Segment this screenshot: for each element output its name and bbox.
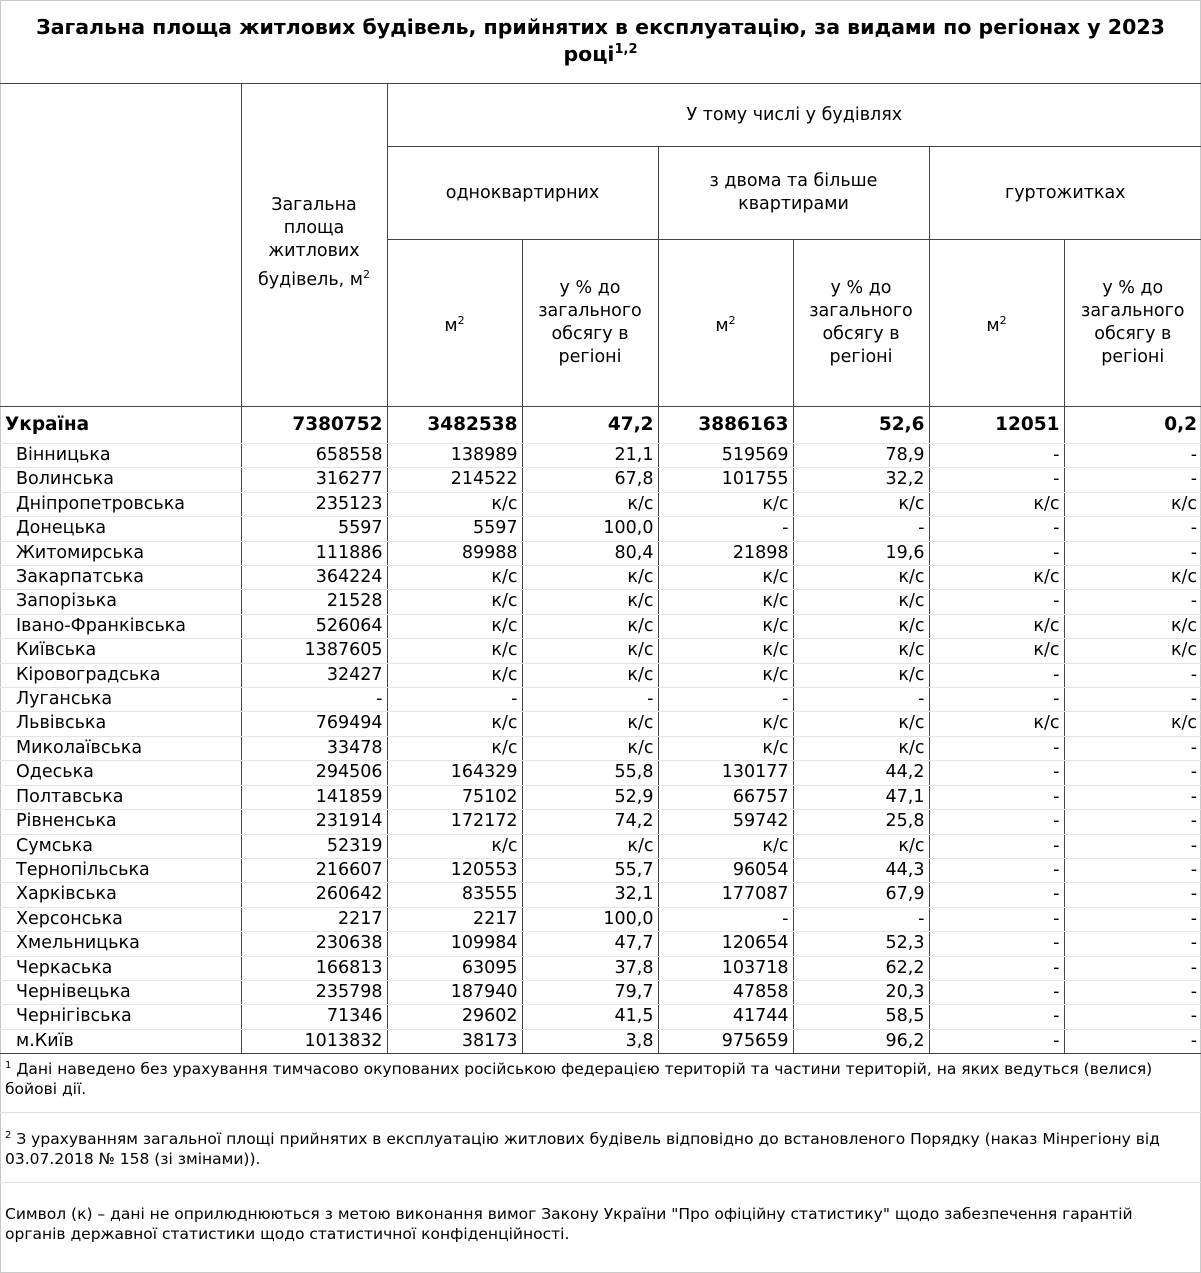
footnote-divider <box>0 1112 1201 1113</box>
cell-single-m2: к/с <box>387 614 522 638</box>
cell-dorm-pct: - <box>1064 907 1201 931</box>
footnote-1 <box>5 1056 1195 1099</box>
unit-sup: 2 <box>728 313 736 327</box>
cell-single-m2: к/с <box>387 639 522 663</box>
header-group: У тому числі у будівлях <box>387 84 1201 147</box>
cell-region: Чернігівська <box>0 1005 241 1029</box>
table-row <box>0 980 1201 1004</box>
symbol-note: Символ (к) – дані не оприлюднюються з метою виконання вимог Закону України "Про офіційну статистику" щодо забезпечення гарантій органів державної статистики щодо статистичної конфіденційності. <box>5 1205 1133 1243</box>
cell-multi-m2: к/с <box>658 736 793 760</box>
cell-multi-pct: 52,3 <box>793 932 929 956</box>
cell-multi-pct: 20,3 <box>793 980 929 1004</box>
footnote-2-mark: 2 <box>5 1130 12 1141</box>
header-multi-m2 <box>658 240 793 407</box>
cell-dorm-pct: - <box>1064 761 1201 785</box>
unit-sup: 2 <box>999 313 1007 327</box>
footnote-2-text: З урахуванням загальної площі прийнятих в експлуатацію житлових будівель відповідно до встановленого Порядку (наказ Мінрегіону від 03.07.2018 № 158 (зі змінами)). <box>5 1130 1160 1169</box>
cell-total-area: 1013832 <box>241 1029 387 1053</box>
table-row <box>0 566 1201 590</box>
header-multi-pct: у % до загального обсягу в регіоні <box>793 240 929 407</box>
cell-multi-pct: 19,6 <box>793 541 929 565</box>
cell-single-m2: 29602 <box>387 1005 522 1029</box>
cell-total-area: 230638 <box>241 932 387 956</box>
cell-single-pct: 67,8 <box>522 468 658 492</box>
table-row <box>0 883 1201 907</box>
cell-single-m2: 214522 <box>387 468 522 492</box>
cell-dorm-m2: - <box>929 444 1064 468</box>
table-row <box>0 541 1201 565</box>
title-footnote-marks: 1,2 <box>614 42 638 58</box>
cell-total-area: 2217 <box>241 907 387 931</box>
cell-multi-pct: 58,5 <box>793 1005 929 1029</box>
cell-multi-pct: - <box>793 907 929 931</box>
cell-region: Харківська <box>0 883 241 907</box>
table-row <box>0 907 1201 931</box>
cell-region: Львівська <box>0 712 241 736</box>
cell-dorm-m2: - <box>929 541 1064 565</box>
cell-single-pct: к/с <box>522 834 658 858</box>
cell-dorm-pct: к/с <box>1064 639 1201 663</box>
cell-total-area: 21528 <box>241 590 387 614</box>
cell-single-pct: - <box>522 688 658 712</box>
cell-multi-m2: 101755 <box>658 468 793 492</box>
cell-single-m2: 63095 <box>387 956 522 980</box>
cell-single-pct: к/с <box>522 614 658 638</box>
cell-total-area: 33478 <box>241 736 387 760</box>
table-row <box>0 785 1201 809</box>
table-row <box>0 1029 1201 1053</box>
cell-single-m2: 75102 <box>387 785 522 809</box>
cell-single-pct: 100,0 <box>522 517 658 541</box>
cell-single-m2: к/с <box>387 712 522 736</box>
cell-dorm-m2: - <box>929 980 1064 1004</box>
cell-multi-pct: к/с <box>793 712 929 736</box>
cell-single-pct: 37,8 <box>522 956 658 980</box>
cell-total-area: 769494 <box>241 712 387 736</box>
cell-multi-m2: к/с <box>658 566 793 590</box>
cell-multi-pct: к/с <box>793 492 929 516</box>
header-single-apartment: одноквартирних <box>387 147 658 240</box>
cell-dorm-pct: - <box>1064 736 1201 760</box>
table-row <box>0 492 1201 516</box>
page-title <box>0 14 1201 68</box>
cell-region: Миколаївська <box>0 736 241 760</box>
cell-total-area: 231914 <box>241 810 387 834</box>
cell-multi-pct: 67,9 <box>793 883 929 907</box>
cell-single-pct: к/с <box>522 663 658 687</box>
cell-single-pct: 55,7 <box>522 858 658 882</box>
cell-dorm-m2: - <box>929 1029 1064 1053</box>
cell-total-area: 235798 <box>241 980 387 1004</box>
cell-multi-pct: 44,3 <box>793 858 929 882</box>
cell-single-pct: 41,5 <box>522 1005 658 1029</box>
cell-single-m2: к/с <box>387 566 522 590</box>
cell-dorm-m2: к/с <box>929 566 1064 590</box>
cell-total-area: 52319 <box>241 834 387 858</box>
cell-single-m2: 138989 <box>387 444 522 468</box>
cell-region: Закарпатська <box>0 566 241 590</box>
cell-dorm-pct: - <box>1064 1029 1201 1053</box>
cell-dorm-pct: - <box>1064 834 1201 858</box>
cell-multi-pct: к/с <box>793 834 929 858</box>
cell-region: м.Київ <box>0 1029 241 1053</box>
cell-multi-m2: 3886163 <box>658 407 793 444</box>
cell-total-area: 235123 <box>241 492 387 516</box>
cell-dorm-pct: - <box>1064 541 1201 565</box>
table-row <box>0 736 1201 760</box>
cell-dorm-pct: - <box>1064 810 1201 834</box>
cell-dorm-m2: - <box>929 956 1064 980</box>
cell-multi-m2: к/с <box>658 663 793 687</box>
cell-dorm-pct: к/с <box>1064 492 1201 516</box>
cell-region: Кіровоградська <box>0 663 241 687</box>
cell-single-m2: к/с <box>387 492 522 516</box>
cell-dorm-m2: 12051 <box>929 407 1064 444</box>
cell-dorm-pct: к/с <box>1064 712 1201 736</box>
cell-single-pct: 47,7 <box>522 932 658 956</box>
cell-region: Одеська <box>0 761 241 785</box>
cell-dorm-m2: - <box>929 688 1064 712</box>
table-row <box>0 761 1201 785</box>
cell-total-area: - <box>241 688 387 712</box>
header-single-m2 <box>387 240 522 407</box>
cell-single-pct: к/с <box>522 566 658 590</box>
cell-multi-m2: 103718 <box>658 956 793 980</box>
cell-dorm-pct: к/с <box>1064 566 1201 590</box>
cell-dorm-m2: к/с <box>929 639 1064 663</box>
cell-region: Херсонська <box>0 907 241 931</box>
cell-dorm-m2: - <box>929 590 1064 614</box>
cell-multi-pct: 78,9 <box>793 444 929 468</box>
cell-multi-m2: 519569 <box>658 444 793 468</box>
cell-dorm-pct: - <box>1064 663 1201 687</box>
cell-single-pct: 3,8 <box>522 1029 658 1053</box>
cell-multi-m2: 59742 <box>658 810 793 834</box>
cell-single-m2: 187940 <box>387 980 522 1004</box>
cell-single-m2: 120553 <box>387 858 522 882</box>
cell-region: Івано-Франківська <box>0 614 241 638</box>
cell-multi-pct: 96,2 <box>793 1029 929 1053</box>
cell-dorm-pct: - <box>1064 785 1201 809</box>
cell-dorm-m2: - <box>929 907 1064 931</box>
cell-multi-pct: к/с <box>793 663 929 687</box>
header-total-label: Загальна площа житлових будівель, м <box>257 195 364 290</box>
cell-dorm-pct: - <box>1064 883 1201 907</box>
cell-single-pct: 32,1 <box>522 883 658 907</box>
cell-region: Україна <box>0 407 241 444</box>
unit-sup: 2 <box>457 313 465 327</box>
cell-single-m2: к/с <box>387 834 522 858</box>
cell-region: Рівненська <box>0 810 241 834</box>
cell-dorm-pct: - <box>1064 956 1201 980</box>
cell-region: Вінницька <box>0 444 241 468</box>
cell-dorm-pct: к/с <box>1064 614 1201 638</box>
cell-multi-pct: - <box>793 688 929 712</box>
cell-single-pct: 47,2 <box>522 407 658 444</box>
cell-region: Тернопільська <box>0 858 241 882</box>
cell-dorm-m2: - <box>929 663 1064 687</box>
table-row <box>0 444 1201 468</box>
cell-multi-pct: к/с <box>793 736 929 760</box>
cell-single-pct: к/с <box>522 590 658 614</box>
cell-dorm-m2: к/с <box>929 712 1064 736</box>
header-dorm-pct: у % до загального обсягу в регіоні <box>1064 240 1201 407</box>
header-region-cell <box>0 84 241 407</box>
cell-multi-pct: к/с <box>793 590 929 614</box>
footnote-1-text: Дані наведено без урахування тимчасово окупованих російською федерацією територій та частини територій, на яких ведуться (велися) бойові дії. <box>5 1060 1153 1099</box>
footnote-2 <box>5 1126 1195 1169</box>
cell-multi-m2: 120654 <box>658 932 793 956</box>
table-row <box>0 858 1201 882</box>
cell-dorm-pct: - <box>1064 468 1201 492</box>
cell-total-area: 141859 <box>241 785 387 809</box>
cell-single-pct: 21,1 <box>522 444 658 468</box>
title-text: Загальна площа житлових будівель, прийнятих в експлуатацію, за видами по регіонах у 2023 році <box>36 15 1165 66</box>
cell-multi-pct: 25,8 <box>793 810 929 834</box>
cell-dorm-pct: - <box>1064 444 1201 468</box>
cell-multi-pct: - <box>793 517 929 541</box>
cell-multi-m2: 130177 <box>658 761 793 785</box>
table-row <box>0 956 1201 980</box>
cell-region: Луганська <box>0 688 241 712</box>
table-row-total <box>0 407 1201 444</box>
cell-dorm-m2: - <box>929 883 1064 907</box>
cell-multi-pct: 47,1 <box>793 785 929 809</box>
cell-multi-m2: к/с <box>658 639 793 663</box>
cell-dorm-m2: к/с <box>929 614 1064 638</box>
footnote-1-mark: 1 <box>5 1060 12 1071</box>
cell-dorm-pct: - <box>1064 932 1201 956</box>
cell-region: Донецька <box>0 517 241 541</box>
cell-single-m2: 38173 <box>387 1029 522 1053</box>
cell-single-m2: 109984 <box>387 932 522 956</box>
table-body <box>0 407 1201 1054</box>
cell-multi-pct: к/с <box>793 566 929 590</box>
cell-total-area: 294506 <box>241 761 387 785</box>
cell-total-area: 216607 <box>241 858 387 882</box>
cell-single-pct: 80,4 <box>522 541 658 565</box>
cell-single-m2: к/с <box>387 736 522 760</box>
cell-total-area: 5597 <box>241 517 387 541</box>
cell-single-m2: 172172 <box>387 810 522 834</box>
table-row <box>0 663 1201 687</box>
cell-dorm-m2: - <box>929 1005 1064 1029</box>
cell-single-pct: 55,8 <box>522 761 658 785</box>
cell-region: Хмельницька <box>0 932 241 956</box>
cell-dorm-pct: - <box>1064 980 1201 1004</box>
cell-dorm-m2: - <box>929 517 1064 541</box>
cell-multi-m2: 975659 <box>658 1029 793 1053</box>
cell-dorm-pct: - <box>1064 858 1201 882</box>
cell-multi-m2: 96054 <box>658 858 793 882</box>
cell-region: Чернівецька <box>0 980 241 1004</box>
cell-region: Полтавська <box>0 785 241 809</box>
cell-multi-pct: 44,2 <box>793 761 929 785</box>
cell-multi-pct: 62,2 <box>793 956 929 980</box>
table-row <box>0 517 1201 541</box>
cell-multi-pct: 32,2 <box>793 468 929 492</box>
cell-total-area: 32427 <box>241 663 387 687</box>
cell-single-pct: к/с <box>522 492 658 516</box>
unit-label: м <box>715 315 729 336</box>
cell-single-pct: к/с <box>522 712 658 736</box>
cell-multi-m2: 66757 <box>658 785 793 809</box>
cell-total-area: 1387605 <box>241 639 387 663</box>
cell-total-area: 71346 <box>241 1005 387 1029</box>
cell-dorm-m2: - <box>929 736 1064 760</box>
table-row <box>0 834 1201 858</box>
cell-dorm-m2: - <box>929 834 1064 858</box>
cell-region: Житомирська <box>0 541 241 565</box>
cell-total-area: 7380752 <box>241 407 387 444</box>
cell-total-area: 316277 <box>241 468 387 492</box>
cell-total-area: 364224 <box>241 566 387 590</box>
cell-region: Черкаська <box>0 956 241 980</box>
table-row <box>0 639 1201 663</box>
header-total-area <box>241 84 387 407</box>
header-dorm-m2 <box>929 240 1064 407</box>
cell-multi-m2: - <box>658 907 793 931</box>
cell-single-m2: к/с <box>387 590 522 614</box>
unit-label: м <box>986 315 1000 336</box>
cell-single-m2: 83555 <box>387 883 522 907</box>
footnote-divider <box>0 1182 1201 1183</box>
cell-dorm-m2: - <box>929 785 1064 809</box>
cell-multi-m2: 177087 <box>658 883 793 907</box>
table-row <box>0 590 1201 614</box>
table-row <box>0 712 1201 736</box>
table-row <box>0 468 1201 492</box>
cell-single-pct: 74,2 <box>522 810 658 834</box>
cell-multi-m2: к/с <box>658 834 793 858</box>
cell-dorm-pct: - <box>1064 1005 1201 1029</box>
cell-multi-pct: 52,6 <box>793 407 929 444</box>
cell-multi-m2: - <box>658 688 793 712</box>
table-header <box>0 84 1201 407</box>
cell-single-pct: 52,9 <box>522 785 658 809</box>
cell-total-area: 166813 <box>241 956 387 980</box>
unit-label: м <box>444 315 458 336</box>
cell-dorm-m2: - <box>929 810 1064 834</box>
data-table <box>0 83 1201 1054</box>
cell-total-area: 111886 <box>241 541 387 565</box>
cell-multi-m2: 21898 <box>658 541 793 565</box>
cell-dorm-pct: 0,2 <box>1064 407 1201 444</box>
cell-multi-m2: - <box>658 517 793 541</box>
cell-multi-m2: 41744 <box>658 1005 793 1029</box>
header-multi-apartment: з двома та більше квартирами <box>658 147 929 240</box>
cell-single-pct: 79,7 <box>522 980 658 1004</box>
table-row <box>0 614 1201 638</box>
cell-multi-m2: к/с <box>658 590 793 614</box>
header-dormitories: гуртожитках <box>929 147 1201 240</box>
cell-multi-m2: к/с <box>658 614 793 638</box>
cell-multi-pct: к/с <box>793 614 929 638</box>
header-total-unit-sup: 2 <box>363 268 371 281</box>
cell-multi-m2: к/с <box>658 712 793 736</box>
cell-single-pct: к/с <box>522 639 658 663</box>
cell-dorm-pct: - <box>1064 688 1201 712</box>
cell-single-m2: 5597 <box>387 517 522 541</box>
cell-single-m2: 164329 <box>387 761 522 785</box>
cell-single-m2: 89988 <box>387 541 522 565</box>
table-row <box>0 810 1201 834</box>
cell-multi-pct: к/с <box>793 639 929 663</box>
cell-dorm-m2: - <box>929 761 1064 785</box>
cell-region: Волинська <box>0 468 241 492</box>
table-row <box>0 932 1201 956</box>
cell-single-m2: 2217 <box>387 907 522 931</box>
cell-region: Сумська <box>0 834 241 858</box>
cell-region: Київська <box>0 639 241 663</box>
cell-single-pct: 100,0 <box>522 907 658 931</box>
cell-single-m2: к/с <box>387 663 522 687</box>
cell-single-pct: к/с <box>522 736 658 760</box>
table-row <box>0 1005 1201 1029</box>
cell-dorm-m2: к/с <box>929 492 1064 516</box>
cell-dorm-m2: - <box>929 468 1064 492</box>
cell-dorm-m2: - <box>929 858 1064 882</box>
cell-single-m2: 3482538 <box>387 407 522 444</box>
cell-single-m2: - <box>387 688 522 712</box>
cell-multi-m2: к/с <box>658 492 793 516</box>
header-single-pct: у % до загального обсягу в регіоні <box>522 240 658 407</box>
cell-dorm-pct: - <box>1064 517 1201 541</box>
cell-total-area: 260642 <box>241 883 387 907</box>
cell-total-area: 526064 <box>241 614 387 638</box>
cell-multi-m2: 47858 <box>658 980 793 1004</box>
cell-region: Дніпропетровська <box>0 492 241 516</box>
cell-region: Запорізька <box>0 590 241 614</box>
cell-total-area: 658558 <box>241 444 387 468</box>
cell-dorm-m2: - <box>929 932 1064 956</box>
cell-dorm-pct: - <box>1064 590 1201 614</box>
table-row <box>0 688 1201 712</box>
